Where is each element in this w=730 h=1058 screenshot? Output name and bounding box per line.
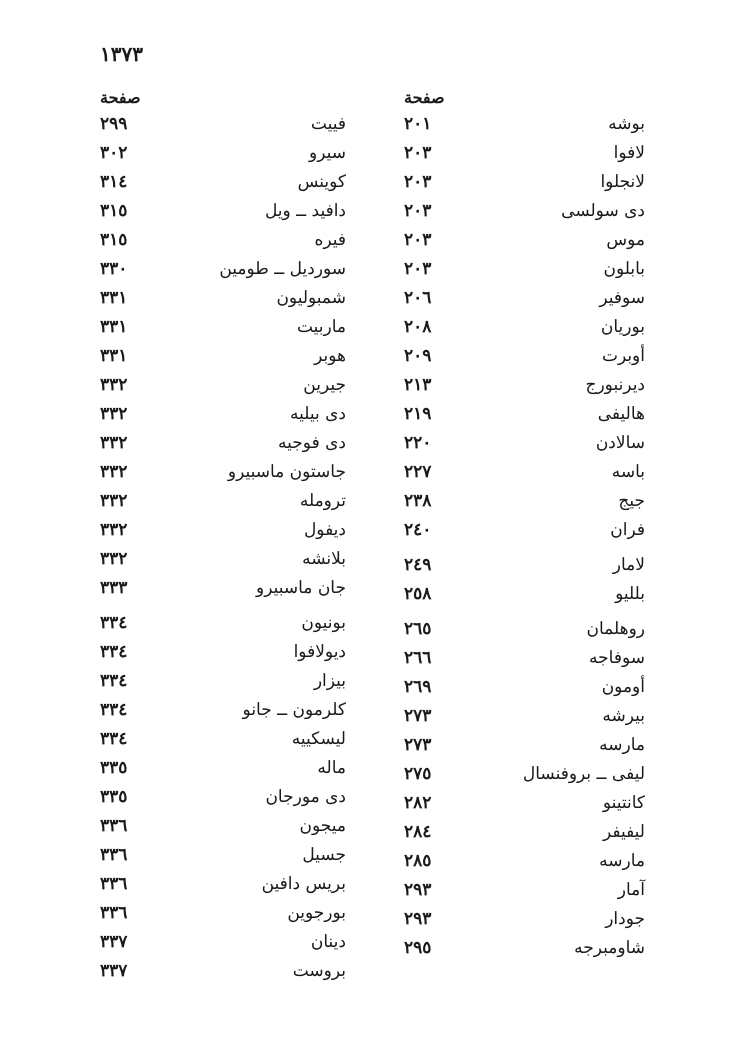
entry-name: جاستون ماسبیرو (227, 462, 346, 482)
index-entry (400, 520, 645, 549)
entry-name: دی بیلیه (289, 404, 346, 424)
index-entry (400, 230, 645, 259)
index-entry (400, 938, 645, 967)
entry-name: دینان (310, 932, 346, 952)
entry-name: سوفیر (599, 288, 645, 308)
entry-page-number: ٢٨٥ (404, 851, 432, 871)
entry-name: بلليو (615, 584, 645, 604)
entry-name: دیولافوا (293, 642, 346, 662)
index-entry (96, 143, 346, 172)
entry-name: دی مورجان (265, 787, 346, 807)
entry-page-number: ٣٣٤ (100, 671, 128, 691)
index-entry (96, 903, 346, 932)
entry-name: مارسه (599, 851, 645, 871)
index-entry (400, 317, 645, 346)
entry-name: بورجوین (287, 903, 346, 923)
entry-name: جان ماسبیرو (256, 578, 346, 598)
entry-name: هالیفی (597, 404, 645, 424)
index-entry (400, 433, 645, 462)
index-entry (400, 491, 645, 520)
index-entry (96, 845, 346, 874)
entry-page-number: ٣١٥ (100, 230, 128, 250)
index-entry (96, 729, 346, 758)
entry-page-number: ٣٣٤ (100, 700, 128, 720)
index-entry (96, 114, 346, 143)
index-entry (400, 619, 645, 648)
entry-name: جسیل (302, 845, 346, 865)
entry-page-number: ٣٣١ (100, 346, 128, 366)
index-entry (96, 642, 346, 671)
entry-name: شاومبرجه (574, 938, 645, 958)
entry-name: لیفی ــ بروفنسال (522, 764, 645, 784)
entry-page-number: ٢٠٣ (404, 259, 432, 279)
entry-name: لامار (612, 555, 645, 575)
entry-page-number: ٣٣٢ (100, 549, 128, 569)
entry-page-number: ٣٣٤ (100, 729, 128, 749)
entry-page-number: ٢٥٨ (404, 584, 432, 604)
entry-page-number: ٢٧٣ (404, 706, 432, 726)
entry-name: بیزار (313, 671, 346, 691)
entry-name: دی فوجیه (278, 433, 346, 453)
page-column-header-left: صفحة (100, 88, 141, 107)
entry-page-number: ٢٩٣ (404, 880, 432, 900)
entry-page-number: ٢٠٩ (404, 346, 432, 366)
index-entry (400, 143, 645, 172)
index-entry (400, 114, 645, 143)
entry-page-number: ٣١٥ (100, 201, 128, 221)
entry-name: أومون (601, 677, 645, 697)
page-column-header-right: صفحة (404, 88, 445, 107)
entry-page-number: ٣٣٢ (100, 375, 128, 395)
index-entry (96, 288, 346, 317)
index-entry (96, 613, 346, 642)
entry-name: آمار (617, 880, 645, 900)
entry-page-number: ٣٣٢ (100, 520, 128, 540)
index-entry (400, 735, 645, 764)
index-entry (96, 404, 346, 433)
entry-name: سوفاجه (589, 648, 645, 668)
entry-name: كوینس (297, 172, 346, 192)
entry-name: جیج (618, 491, 645, 511)
index-entry (96, 201, 346, 230)
entry-name: سیرو (309, 143, 346, 163)
entry-page-number: ٣٣٧ (100, 961, 128, 981)
index-entry (400, 909, 645, 938)
entry-name: دی سولسی (561, 201, 645, 221)
entry-name: بابلون (603, 259, 645, 279)
entry-name: روهلمان (586, 619, 645, 639)
entry-name: بیرشه (602, 706, 645, 726)
entry-page-number: ٣٣٦ (100, 845, 128, 865)
entry-name: بونیون (301, 613, 346, 633)
index-entry (96, 549, 346, 578)
entry-page-number: ٣٣١ (100, 288, 128, 308)
index-column-right (400, 114, 645, 994)
index-entry (400, 375, 645, 404)
entry-name: أوبرت (601, 346, 645, 366)
index-entry (400, 648, 645, 677)
entry-name: شمبولیون (276, 288, 346, 308)
index-entry (96, 700, 346, 729)
entry-page-number: ٢٢٠ (404, 433, 432, 453)
entry-page-number: ٢٣٨ (404, 491, 432, 511)
entry-name: مارسه (599, 735, 645, 755)
index-entry (96, 961, 346, 990)
entry-page-number: ٣١٤ (100, 172, 128, 192)
entry-page-number: ٣٣٤ (100, 613, 128, 633)
index-entry (96, 874, 346, 903)
entry-page-number: ٣٣٣ (100, 578, 128, 598)
entry-page-number: ٢٠٣ (404, 143, 432, 163)
entry-page-number: ٣٣٦ (100, 874, 128, 894)
entry-page-number: ٢٧٥ (404, 764, 432, 784)
index-entry (96, 491, 346, 520)
index-entry (96, 758, 346, 787)
index-entry (96, 172, 346, 201)
entry-name: بلانشه (302, 549, 346, 569)
index-entry (400, 288, 645, 317)
entry-name: سالادن (595, 433, 645, 453)
entry-page-number: ٢٨٤ (404, 822, 432, 842)
entry-name: سوردیل ــ طومین (219, 259, 346, 279)
entry-page-number: ٢٠٨ (404, 317, 432, 337)
index-entry (96, 578, 346, 607)
entry-name: جیرین (303, 375, 346, 395)
index-entry (400, 793, 645, 822)
entry-name: باسه (611, 462, 645, 482)
entry-page-number: ٢٠١ (404, 114, 432, 134)
index-entry (400, 462, 645, 491)
entry-page-number: ٢١٣ (404, 375, 432, 395)
index-entry (96, 317, 346, 346)
entry-name: بروست (292, 961, 346, 981)
entry-page-number: ٢٧٣ (404, 735, 432, 755)
index-entry (400, 880, 645, 909)
entry-name: بوریان (600, 317, 645, 337)
entry-page-number: ٣٣٥ (100, 758, 128, 778)
index-entry (400, 677, 645, 706)
entry-name: لافوا (613, 143, 645, 163)
entry-name: ترومله (299, 491, 346, 511)
entry-name: كانتینو (602, 793, 645, 813)
index-entry (96, 375, 346, 404)
entry-name: دیرنبورج (585, 375, 645, 395)
entry-page-number: ٢٠٣ (404, 172, 432, 192)
index-entry (96, 932, 346, 961)
index-entry (96, 433, 346, 462)
entry-name: ماربیت (296, 317, 346, 337)
page-number: ١٣٧٣ (100, 42, 143, 66)
entry-page-number: ٣٣٢ (100, 462, 128, 482)
entry-page-number: ٣٣٦ (100, 816, 128, 836)
entry-name: دافید ــ ویل (264, 201, 346, 221)
entry-page-number: ٢٦٦ (404, 648, 432, 668)
entry-page-number: ٣٣٤ (100, 642, 128, 662)
entry-page-number: ٢١٩ (404, 404, 432, 424)
index-entry (96, 230, 346, 259)
entry-name: كلرمون ــ جانو (242, 700, 346, 720)
index-column-left (96, 114, 346, 994)
entry-name: دیفول (303, 520, 346, 540)
entry-page-number: ٣٣٧ (100, 932, 128, 952)
entry-page-number: ٢٤٩ (404, 555, 432, 575)
index-entry (96, 259, 346, 288)
index-entry (96, 346, 346, 375)
entry-page-number: ٢٨٢ (404, 793, 432, 813)
entry-page-number: ٣٣٢ (100, 491, 128, 511)
entry-page-number: ٢٢٧ (404, 462, 432, 482)
index-entry (400, 201, 645, 230)
entry-name: فییت (310, 114, 346, 134)
entry-name: فیره (314, 230, 346, 250)
entry-page-number: ٣٠٢ (100, 143, 128, 163)
index-entry (96, 816, 346, 845)
index-entry (96, 520, 346, 549)
entry-page-number: ٢٩٣ (404, 909, 432, 929)
entry-name: لیسكییه (291, 729, 346, 749)
index-entry (400, 822, 645, 851)
entry-page-number: ٢٠٣ (404, 230, 432, 250)
index-entry (400, 404, 645, 433)
index-entry (400, 172, 645, 201)
entry-name: میجون (299, 816, 346, 836)
entry-page-number: ٢٤٠ (404, 520, 432, 540)
entry-page-number: ٢٠٦ (404, 288, 432, 308)
entry-name: ماله (317, 758, 346, 778)
entry-page-number: ٢٦٩ (404, 677, 432, 697)
index-entry (400, 346, 645, 375)
entry-page-number: ٣٣٥ (100, 787, 128, 807)
entry-page-number: ٣٣٠ (100, 259, 128, 279)
entry-name: بریس دافین (261, 874, 346, 894)
entry-name: موس (606, 230, 645, 250)
entry-page-number: ٢٩٥ (404, 938, 432, 958)
entry-page-number: ٣٣٢ (100, 404, 128, 424)
index-entry (400, 555, 645, 584)
entry-page-number: ٣٣٢ (100, 433, 128, 453)
entry-page-number: ٢٩٩ (100, 114, 128, 134)
entry-name: لانجلوا (600, 172, 645, 192)
entry-name: فران (610, 520, 645, 540)
entry-page-number: ٣٣٦ (100, 903, 128, 923)
entry-name: جودار (605, 909, 645, 929)
entry-page-number: ٢٦٥ (404, 619, 432, 639)
entry-page-number: ٢٠٣ (404, 201, 432, 221)
entry-name: لیفیفر (602, 822, 645, 842)
index-entry (400, 259, 645, 288)
entry-name: هوبر (314, 346, 346, 366)
index-entry (96, 671, 346, 700)
entry-page-number: ٣٣١ (100, 317, 128, 337)
index-entry (96, 787, 346, 816)
index-entry (400, 764, 645, 793)
index-entry (96, 462, 346, 491)
index-entry (400, 584, 645, 613)
index-entry (400, 706, 645, 735)
index-entry (400, 851, 645, 880)
entry-name: بوشه (608, 114, 645, 134)
